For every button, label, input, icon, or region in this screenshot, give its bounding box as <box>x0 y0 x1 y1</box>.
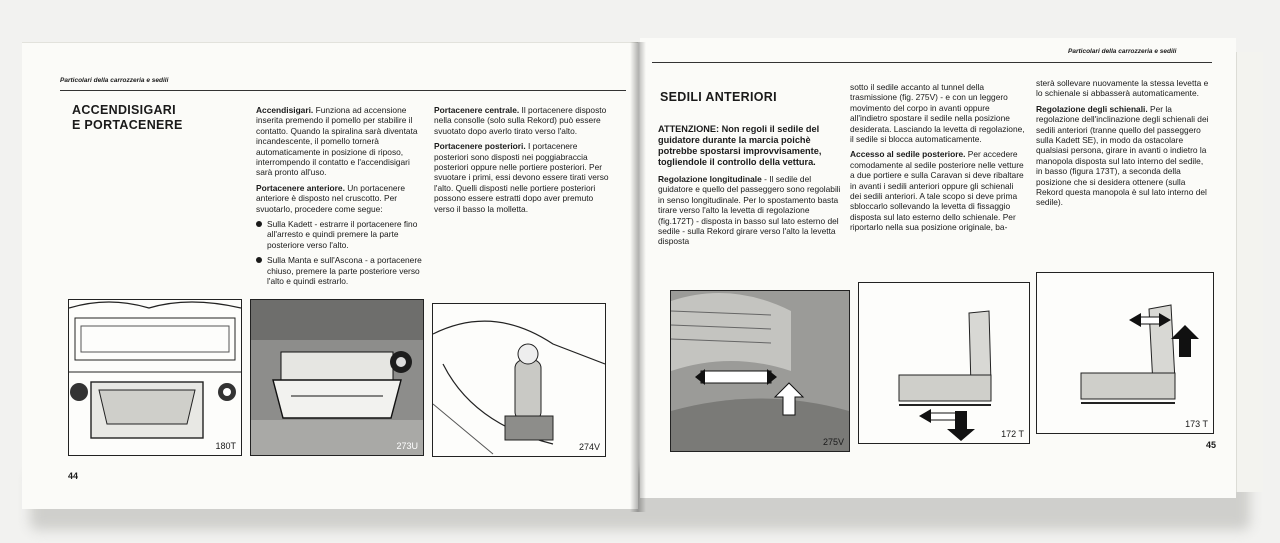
running-head-right: Particolari della carrozzeria e sedili <box>1068 48 1177 55</box>
figure-label: 172 T <box>1001 429 1024 439</box>
figure-180t <box>68 299 242 456</box>
page-number-right: 45 <box>1206 440 1217 450</box>
figure-173t <box>1036 272 1214 434</box>
left-column-1: Accendisigari. Funziona ad accensione inserita premendo il pomello per stabilire il contatto. Quando la spiralina sarà diventata incandescente, il pomello tornerà automaticamente in posizione di riposo, interrompendo il contatto e l'accendisigari sarà pronto all'uso. Portacenere anteriore. Un portacenere anteriore è disposto nel cruscotto. Per svuotarlo, procedere come segue: Sulla Kadett - estrarre il portacenere fino all'arresto e quindi premere la parte posteriore verso l'alto. Sulla Manta e sull'Ascona - a portacenere chiuso, premere la parte posteriore verso l'alto e quindi estrarlo. <box>256 105 424 292</box>
section-title-sedili: SEDILI ANTERIORI <box>660 90 777 104</box>
figure-label: 173 T <box>1185 419 1208 429</box>
figure-label: 273U <box>396 441 418 451</box>
right-column-1: ATTENZIONE: Non regoli il sedile del guidatore durante la marcia poichè potrebbe spostarsi improvvisamente, togliendole il controllo della vettura. Regolazione longitudinale - Il sedile del guidatore e quello del passeggero sono regolabili in senso longitudinale. Per lo spostamento basta tirare verso l'alto la levetta di regolazione (fig.172T) - disposta in basso sul lato esterno del sedile - sulla Rekord girare verso l'alto la levetta disposta <box>658 124 844 252</box>
header-rule-left <box>60 90 626 91</box>
left-page <box>22 42 638 509</box>
seat-slide-drawing <box>859 283 1029 443</box>
right-column-3: sterà sollevare nuovamente la stessa levetta e lo schienale si abbasserà automaticamente. Regolazione degli schienali. Per la regolazione dell'inclinazione degli schienali dei sedili anteriori (tranne quello del passeggero sulla Kadett SE), in modo da ostacolare qualsiasi persona, girare in avanti o indietro la manopola disposta sul lato interno del sedile, in basso (figura 173T), a seconda della posizione che si desidera ottenere (sulla Rekord questa manopola è sul lato interno del sedile). <box>1036 78 1209 208</box>
figure-label: 275V <box>822 437 844 447</box>
seat-lever-drawing <box>671 291 849 451</box>
figure-275v <box>670 290 850 452</box>
right-column-2: sotto il sedile accanto al tunnel della trasmissione (fig. 275V) - e con un leggero movimento del corpo in avanti oppure all'indietro spostare il sedile nella posizione desiderata. Lasciando la levetta di regolazione, il sedile si blocca automaticamente. Accesso al sedile posteriore. Per accedere comodamente al sedile posteriore nelle vetture a due portiere e sulla Caravan si deve ribaltare in avanti i sedili anteriori oppure gli schienali dei sedili anteriori. A tale scopo si deve prima sbloccarlo sollevando la levetta di fissaggio disposta sul lato esterno dello schienale. Per riportarlo nella sua posizione originale, ba- <box>850 82 1025 233</box>
ashtray-drawing <box>69 300 241 455</box>
page-stack-edge <box>1236 52 1263 492</box>
figure-274v <box>432 303 606 457</box>
header-rule-right <box>652 62 1212 63</box>
seat-recline-drawing <box>1037 273 1213 433</box>
left-column-2: Portacenere centrale. Il portacenere disposto nella consolle (solo sulla Rekord) può essere svuotato dopo averlo tirato verso l'alto. Portacenere posteriori. I portacenere posteriori sono disposti nei poggiabraccia posteriori oppure nelle portiere posteriori. Per svuotare i primi, essi devono essere tirati verso l'alto. Quelli disposti nelle portiere posteriori possono essere estratti dopo aver premuto verso il basso la molletta. <box>434 105 609 214</box>
center-console-drawing <box>433 304 605 456</box>
page-number-left: 44 <box>68 471 79 481</box>
figure-label: 274V <box>578 442 600 452</box>
console-ashtray-drawing <box>251 300 423 455</box>
running-head-left: Particolari della carrozzeria e sedili <box>60 77 169 84</box>
figure-172t <box>858 282 1030 444</box>
warning-text: ATTENZIONE: Non regoli il sedile del guidatore durante la marcia poichè potrebbe spostarsi improvvisamente, togliendole il controllo della vettura. <box>658 124 822 167</box>
book-spine <box>630 42 646 512</box>
list-item: Sulla Manta e sull'Ascona - a portacenere chiuso, premere la parte posteriore verso l'alto e quindi estrarlo. <box>256 255 424 286</box>
list-item: Sulla Kadett - estrarre il portacenere fino all'arresto e quindi premere la parte posteriore verso l'alto. <box>256 219 424 250</box>
right-page <box>640 38 1236 498</box>
figure-273u <box>250 299 424 456</box>
section-title-accendisigari: ACCENDISIGARI E PORTACENERE <box>72 103 183 132</box>
figure-label: 180T <box>215 441 236 451</box>
